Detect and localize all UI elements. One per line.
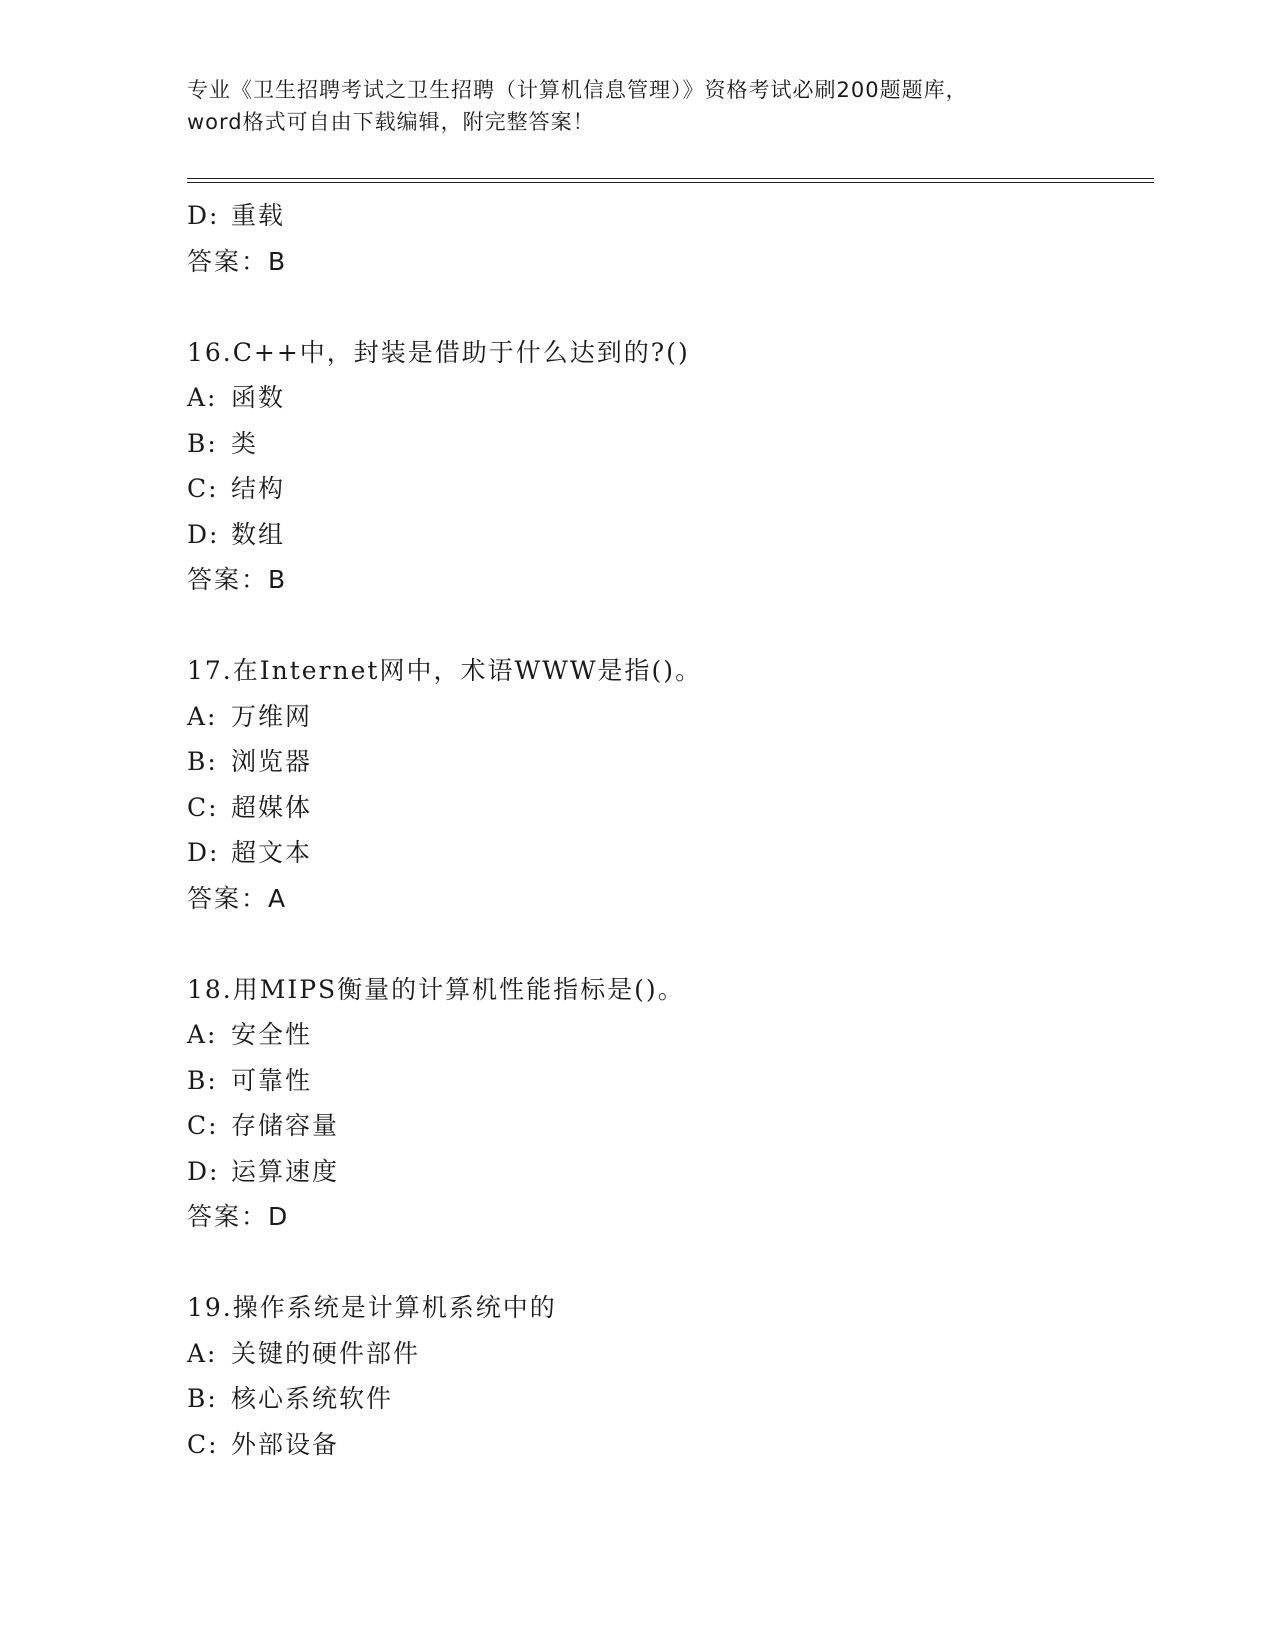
option-letter: C:	[187, 1429, 219, 1459]
question-list	[187, 193, 1147, 1467]
option-b	[187, 1058, 1147, 1104]
option-text: 运算速度	[231, 1156, 340, 1186]
option-letter: A:	[187, 701, 218, 731]
option-text: 浏览器	[231, 747, 313, 776]
spacer	[187, 921, 1147, 967]
option-d	[187, 1149, 1147, 1195]
option-d	[187, 830, 1147, 876]
option-text: 万维网	[231, 701, 313, 731]
option-c	[187, 466, 1147, 512]
option-c	[187, 785, 1147, 831]
answer: 答案：B	[187, 565, 288, 594]
question-stem: 17.在Internet网中，术语WWW是指()。	[187, 656, 703, 685]
option-text: 安全性	[231, 1020, 313, 1049]
option-text: 关键的硬件部件	[231, 1338, 421, 1368]
option-b	[187, 739, 1147, 785]
option-text: 核心系统软件	[231, 1384, 394, 1413]
option-text: 超媒体	[231, 792, 313, 822]
option-letter: D:	[187, 838, 220, 867]
spacer	[187, 1240, 1147, 1286]
option-text: 数组	[231, 519, 286, 549]
spacer	[187, 603, 1147, 649]
question-stem: 19.操作系统是计算机系统中的	[187, 1293, 557, 1322]
header-divider	[187, 178, 1154, 183]
option-letter: D:	[187, 1156, 220, 1186]
option-text: 存储容量	[231, 1111, 340, 1140]
option-text: 重载	[231, 201, 286, 230]
document-header	[187, 74, 1087, 138]
option-letter: B:	[187, 1384, 218, 1413]
option-text: 外部设备	[231, 1429, 340, 1459]
option-letter: C:	[187, 474, 219, 503]
option-b	[187, 1376, 1147, 1422]
option-letter: A:	[187, 383, 218, 412]
option-a	[187, 375, 1147, 421]
option-letter: B:	[187, 747, 218, 776]
option-text: 可靠性	[231, 1065, 313, 1095]
option-b	[187, 421, 1147, 467]
option-letter: D:	[187, 201, 220, 230]
answer: 答案：A	[187, 883, 288, 913]
option-letter: A:	[187, 1338, 218, 1368]
option-d	[187, 512, 1147, 558]
option-text: 超文本	[231, 838, 313, 867]
option-a	[187, 1331, 1147, 1377]
option-text: 类	[231, 428, 259, 458]
option-letter: D:	[187, 519, 220, 549]
option-d	[187, 193, 1147, 239]
header-title-line-2: word格式可自由下载编辑，附完整答案！	[187, 110, 595, 134]
option-c	[187, 1103, 1147, 1149]
option-letter: C:	[187, 1111, 219, 1140]
option-letter: C:	[187, 792, 219, 822]
option-letter: B:	[187, 1065, 218, 1095]
header-title-line-1: 专业《卫生招聘考试之卫生招聘（计算机信息管理）》资格考试必刷200题题库，	[187, 78, 968, 102]
option-a	[187, 1012, 1147, 1058]
answer: 答案：B	[187, 246, 288, 276]
option-letter: B:	[187, 428, 218, 458]
option-c	[187, 1422, 1147, 1468]
option-letter: A:	[187, 1020, 218, 1049]
question-stem: 18.用MIPS衡量的计算机性能指标是()。	[187, 974, 685, 1004]
question-stem: 16.C++中，封装是借助于什么达到的?()	[187, 337, 690, 367]
spacer	[187, 284, 1147, 330]
option-a	[187, 694, 1147, 740]
option-text: 结构	[231, 474, 286, 503]
option-text: 函数	[231, 383, 286, 412]
answer: 答案：D	[187, 1202, 290, 1231]
